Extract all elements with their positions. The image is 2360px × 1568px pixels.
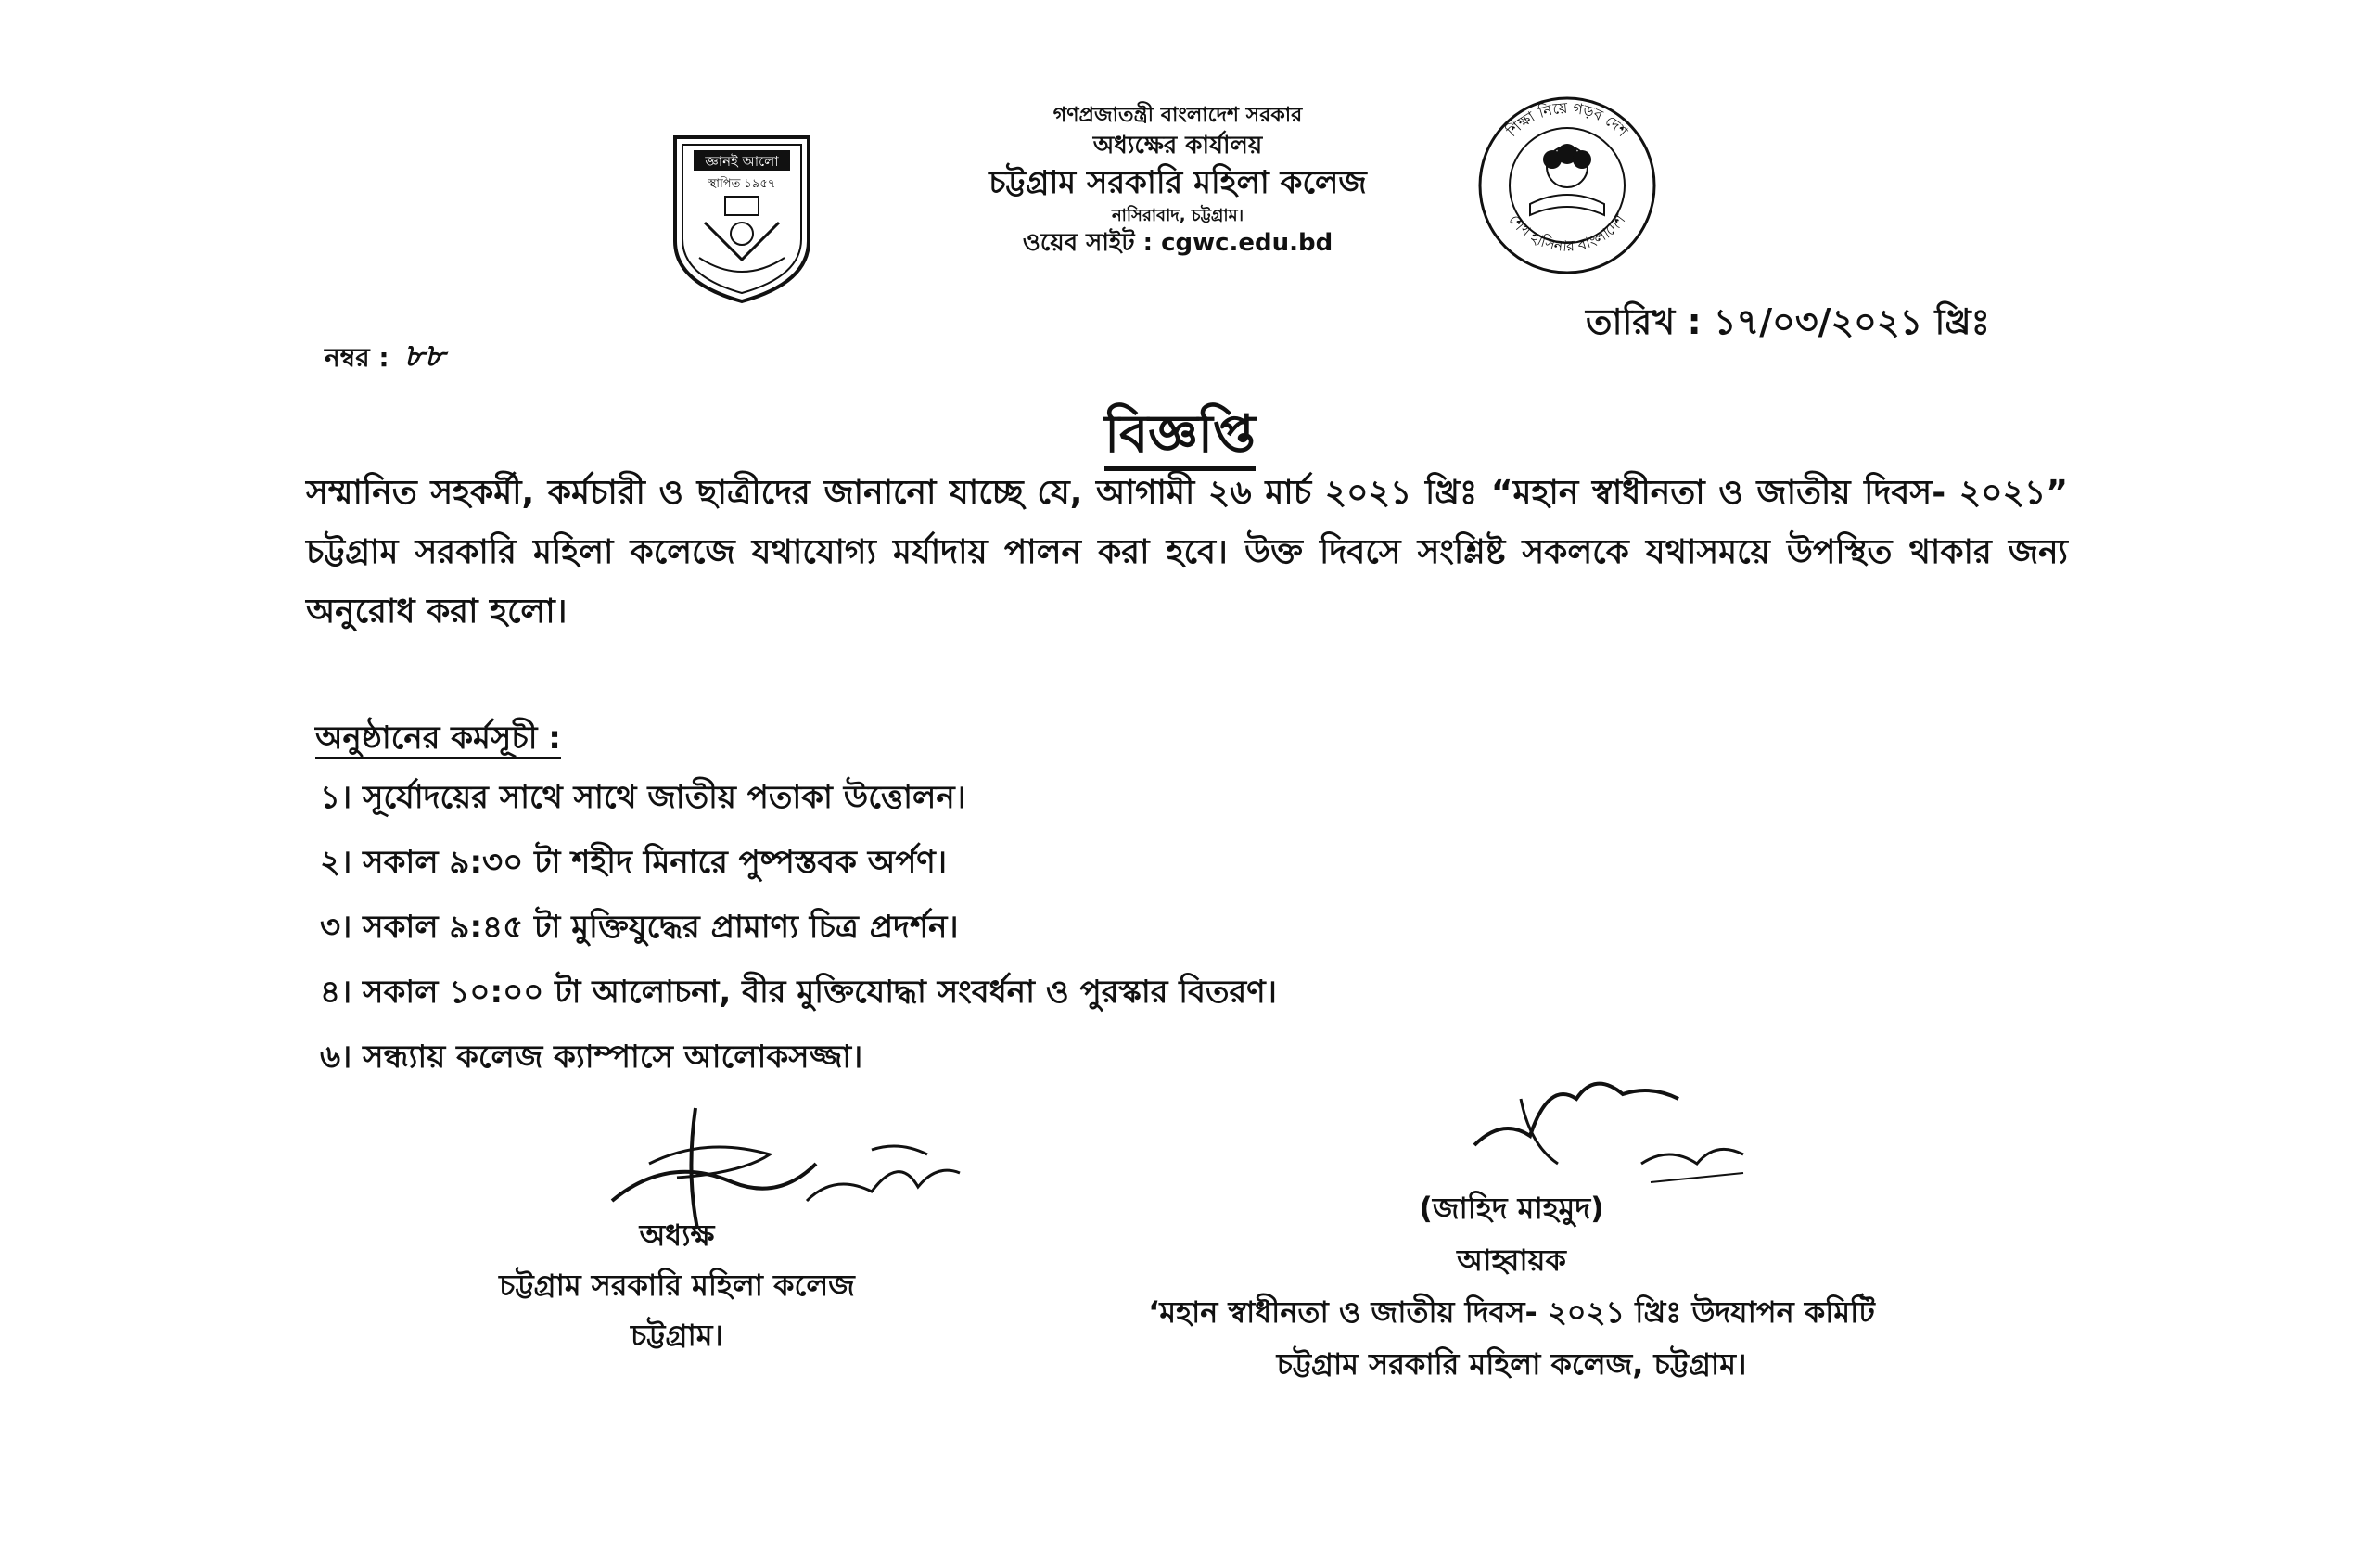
letterhead <box>927 102 1428 260</box>
convener-org: চট্টগ্রাম সরকারি মহিলা কলেজ, চট্টগ্রাম। <box>1276 1346 1747 1382</box>
program-item: ৪। সকাল ১০:০০ টা আলোচনা, বীর মুক্তিযোদ্ধা সংবর্ধনা ও পুরস্কার বিতরণ। <box>320 974 1277 1011</box>
seal-top-text: শিক্ষা নিয়ে গড়ব দেশ <box>1502 98 1632 141</box>
notice-title-text: বিজ্ঞপ্তি <box>1104 404 1256 471</box>
principal-place: চট্টগ্রাম। <box>631 1318 723 1353</box>
principal-signature-block <box>389 1210 964 1360</box>
round-seal-icon <box>1474 93 1660 278</box>
program-item: ১। সূর্যোদয়ের সাথে সাথে জাতীয় পতাকা উত্তোলন। <box>320 779 966 816</box>
convener-signature-icon <box>1465 1062 1753 1201</box>
principal-title: অধ্যক্ষ <box>639 1217 715 1253</box>
college-website: ওয়েব সাইট : cgwc.edu.bd <box>1022 228 1333 257</box>
college-emblem-icon <box>668 130 816 306</box>
program-item: ৬। সন্ধ্যায় কলেজ ক্যাম্পাসে আলোকসজ্জা। <box>320 1039 863 1076</box>
memo-number <box>325 332 444 385</box>
svg-text:শিক্ষা নিয়ে গড়ব দেশ <box>1502 99 1631 141</box>
svg-text:শেখ হাসিনার বাংলাদেশ <box>1505 210 1629 255</box>
emblem-motto: জ্ঞানই আলো <box>705 153 779 170</box>
memo-number-value: ৮৮ <box>403 338 445 375</box>
program-list <box>320 765 1989 1090</box>
principal-org: চট্টগ্রাম সরকারি মহিলা কলেজ <box>499 1268 855 1303</box>
college-address: নাসিরাবাদ, চট্টগ্রাম। <box>1111 205 1244 225</box>
convener-name: (জাহিদ মাহমুদ) <box>1419 1191 1604 1226</box>
government-name: গণপ্রজাতন্ত্রী বাংলাদেশ সরকার <box>1052 104 1303 127</box>
seal-bottom-text: শেখ হাসিনার বাংলাদেশ <box>1505 210 1629 255</box>
program-item: ৩। সকাল ৯:৪৫ টা মুক্তিযুদ্ধের প্রামাণ্য চিত্র প্রদর্শন। <box>320 909 959 946</box>
emblem-established: স্থাপিত ১৯৫৭ <box>708 177 776 191</box>
program-title <box>315 714 561 767</box>
memo-number-label: নম্বর : <box>325 342 389 373</box>
program-title-text: অনুষ্ঠানের কর্মসূচী : <box>315 720 561 759</box>
office-name: অধ্যক্ষের কার্যালয় <box>1092 131 1263 159</box>
memo-date: তারিখ : ১৭/০৩/২০২১ খ্রিঃ <box>1586 301 1990 342</box>
college-name: চট্টগ্রাম সরকারি মহিলা কলেজ <box>989 163 1367 201</box>
convener-title: আহ্বায়ক <box>1457 1243 1566 1278</box>
convener-signature-block <box>1057 1182 1966 1390</box>
committee-name: ‘মহান স্বাধীনতা ও জাতীয় দিবস- ২০২১ খ্রিঃ উদযাপন কমিটি <box>1148 1294 1875 1330</box>
program-item: ২। সকাল ৯:৩০ টা শহীদ মিনারে পুষ্পস্তবক অর্পণ। <box>320 844 948 881</box>
notice-body: সম্মানিত সহকর্মী, কর্মচারী ও ছাত্রীদের জানানো যাচ্ছে যে, আগামী ২৬ মার্চ ২০২১ খ্রিঃ “মহান স্বাধীনতা ও জাতীয় দিবস- ২০২১” চট্টগ্রাম সরকারি মহিলা কলেজে যথাযোগ্য মর্যাদায় পালন করা হবে। উক্ত দিবসে সংশ্লিষ্ট সকলকে যথাসময়ে উপস্থিত থাকার জন্য অনুরোধ করা হলো। <box>306 474 2068 631</box>
